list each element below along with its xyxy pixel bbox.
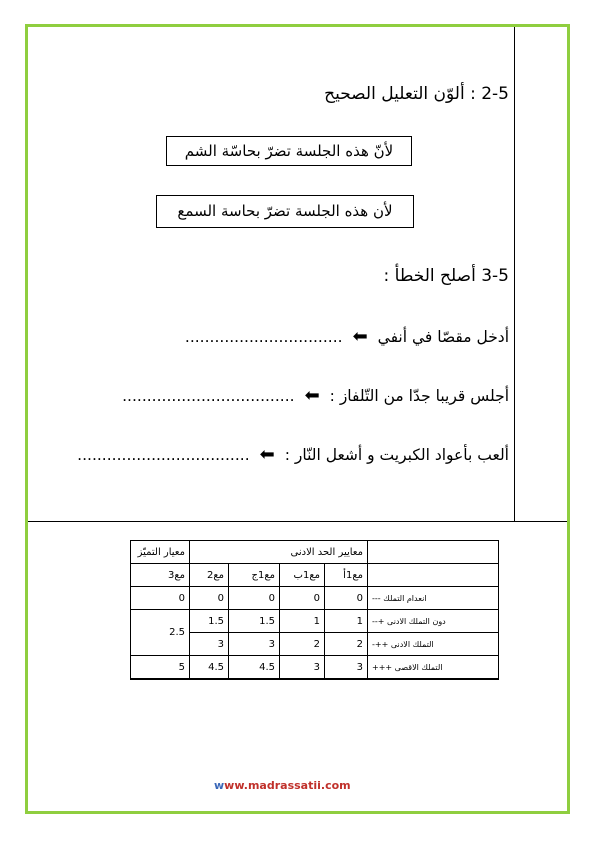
table-row xyxy=(131,587,499,610)
column-header: مع1ج xyxy=(229,564,280,587)
minimum-criteria-header: معايير الحد الادنى xyxy=(190,541,368,564)
excellence-criteria-header: معيار التميّز xyxy=(131,541,190,564)
website-link[interactable] xyxy=(214,779,351,792)
correction-item-2 xyxy=(122,385,509,406)
arrow-left-icon: ⬅ xyxy=(352,326,368,347)
table-cell: 4.5 xyxy=(229,656,280,680)
correction-item-3 xyxy=(77,444,509,465)
correction-text: أدخل مقصّا في أنفي xyxy=(377,328,509,346)
table-cell: 3 xyxy=(229,633,280,656)
correction-text: أجلس قريبا جدّا من التّلفاز : xyxy=(329,387,509,405)
table-cell: 1.5 xyxy=(229,610,280,633)
arrow-left-icon: ⬅ xyxy=(259,444,275,465)
excellence-cell: 0 xyxy=(131,587,190,610)
column-header: مع1أ xyxy=(325,564,368,587)
table-cell: 2 xyxy=(325,633,368,656)
row-label: دون التملك الادنى +-- xyxy=(368,610,499,633)
section-2-5-heading: 2-5 : ألوّن التعليل الصحيح xyxy=(324,84,509,104)
website-text: ww.madrassatii.com xyxy=(224,779,351,792)
table-cell: 3 xyxy=(325,656,368,680)
reason-option-1[interactable]: لأنّ هذه الجلسة تضرّ بحاسّة الشم xyxy=(166,136,412,166)
table-cell: 1 xyxy=(325,610,368,633)
answer-dots[interactable]: ................................... xyxy=(122,387,295,405)
table-empty-cell xyxy=(368,564,499,587)
margin-line xyxy=(514,27,515,522)
correction-text: ألعب بأعواد الكبريت و أشعل النّار : xyxy=(284,446,509,464)
column-header: مع2 xyxy=(190,564,229,587)
table-cell: 0 xyxy=(190,587,229,610)
table-cell: 1 xyxy=(280,610,325,633)
row-label: التملك الاقصى +++ xyxy=(368,656,499,680)
grading-table xyxy=(130,540,499,680)
table-row xyxy=(131,610,499,633)
row-label: التملك الادنى ++- xyxy=(368,633,499,656)
excellence-cell: 2.5 xyxy=(131,610,190,656)
table-cell: 0 xyxy=(229,587,280,610)
table-row xyxy=(131,656,499,680)
table-cell: 4.5 xyxy=(190,656,229,680)
reason-option-2[interactable]: لأن هذه الجلسة تضرّ بحاسة السمع xyxy=(156,195,414,228)
table-cell: 0 xyxy=(325,587,368,610)
column-header: مع3 xyxy=(131,564,190,587)
section-divider xyxy=(28,521,567,522)
column-header: مع1ب xyxy=(280,564,325,587)
table-cell: 3 xyxy=(280,656,325,680)
table-empty-cell xyxy=(368,541,499,564)
table-group-header-row xyxy=(131,541,499,564)
website-prefix: w xyxy=(214,779,225,792)
section-3-5-heading: 3-5 أصلح الخطأ : xyxy=(383,266,509,286)
table-cell: 1.5 xyxy=(190,610,229,633)
table-cell: 0 xyxy=(280,587,325,610)
answer-dots[interactable]: ................................... xyxy=(77,446,250,464)
table-cell: 3 xyxy=(190,633,229,656)
row-label: انعدام التملك --- xyxy=(368,587,499,610)
correction-item-1 xyxy=(185,326,509,347)
excellence-cell: 5 xyxy=(131,656,190,680)
table-header-row xyxy=(131,564,499,587)
answer-dots[interactable]: ................................ xyxy=(184,328,343,346)
table-cell: 2 xyxy=(280,633,325,656)
arrow-left-icon: ⬅ xyxy=(304,385,320,406)
